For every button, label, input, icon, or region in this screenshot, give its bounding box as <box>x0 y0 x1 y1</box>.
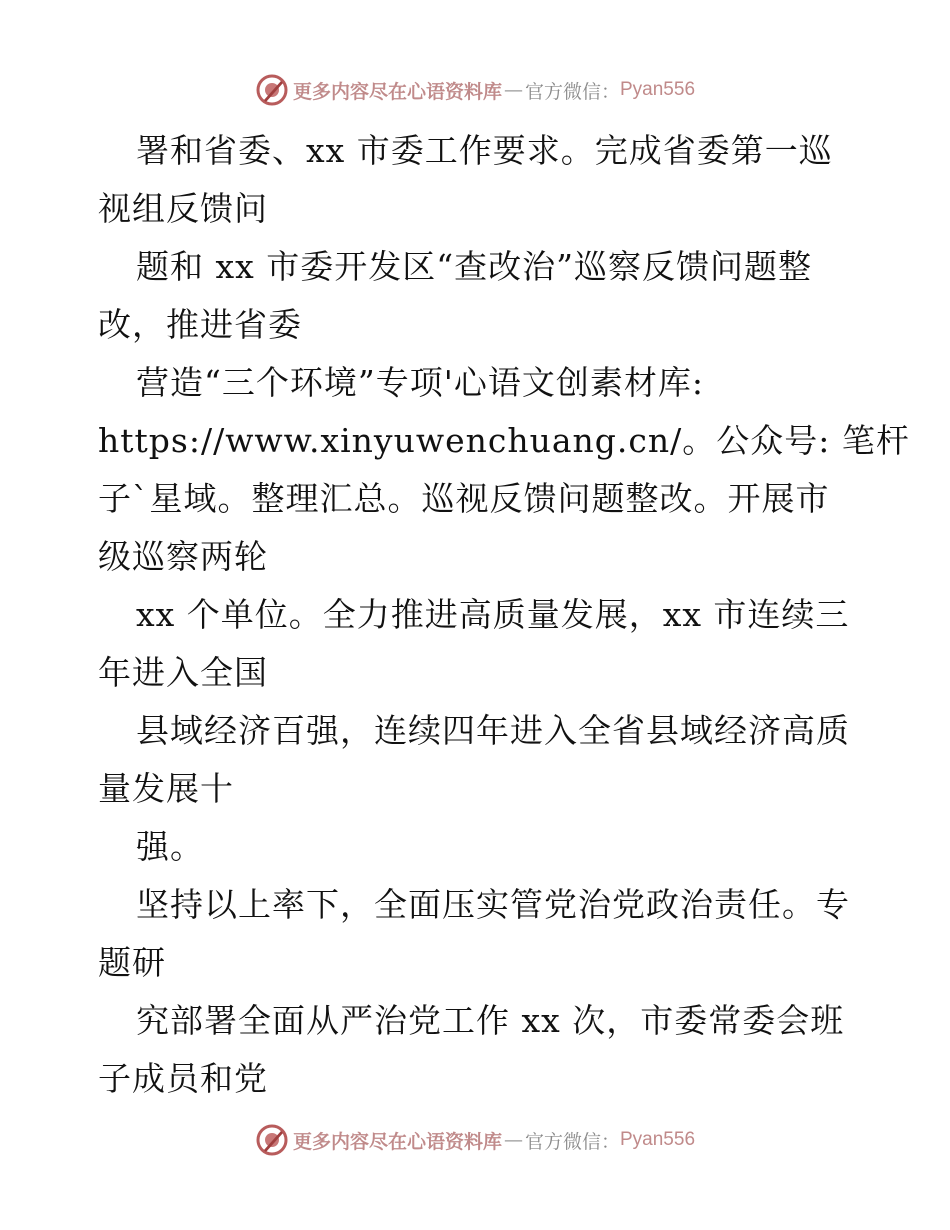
header-wechat-id: Pyan556 <box>620 79 696 100</box>
header-brand-text: 更多内容尽在心语资料库 <box>292 80 502 103</box>
body-line: 量发展十 <box>98 769 234 808</box>
footer-dash: — <box>503 1129 523 1151</box>
header-watermark <box>0 70 950 110</box>
footer-wechat-label: 官方微信： <box>524 1130 620 1153</box>
header-wechat-label: 官方微信： <box>524 80 620 103</box>
body-line: 子成员和党 <box>98 1059 268 1098</box>
header-dash: — <box>503 79 523 101</box>
pen-logo-icon <box>255 1123 289 1157</box>
footer-watermark <box>0 1120 950 1160</box>
body-line: 究部署全面从严治党工作 xx 次，市委常委会班 <box>136 1001 845 1040</box>
body-line: 署和省委、xx 市委工作要求。完成省委第一巡 <box>136 131 833 170</box>
footer-wechat-id: Pyan556 <box>620 1129 696 1150</box>
body-line: 县域经济百强，连续四年进入全省县域经济高质 <box>136 711 850 750</box>
body-line: xx 个单位。全力推进高质量发展，xx 市连续三 <box>136 595 850 634</box>
body-line: 坚持以上率下，全面压实管党治党政治责任。专 <box>136 885 850 924</box>
body-line: 子`星域。整理汇总。巡视反馈问题整改。开展市 <box>98 479 830 518</box>
body-line: 年进入全国 <box>98 653 268 692</box>
body-line: 题和 xx 市委开发区“查改治”巡察反馈问题整 <box>136 247 812 286</box>
body-line: 改，推进省委 <box>98 305 302 344</box>
body-line: 视组反馈问 <box>98 189 268 228</box>
document-body <box>98 122 910 1108</box>
body-line: 强。 <box>136 827 204 866</box>
body-line: 级巡察两轮 <box>98 537 268 576</box>
body-line: https://www.xinyuwenchuang.cn/。公众号: 笔杆 <box>98 421 910 460</box>
footer-brand-text: 更多内容尽在心语资料库 <box>292 1130 502 1153</box>
body-line: 题研 <box>98 943 166 982</box>
pen-logo-icon <box>255 73 289 107</box>
body-line: 营造“三个环境”专项'心语文创素材库: <box>136 363 704 402</box>
